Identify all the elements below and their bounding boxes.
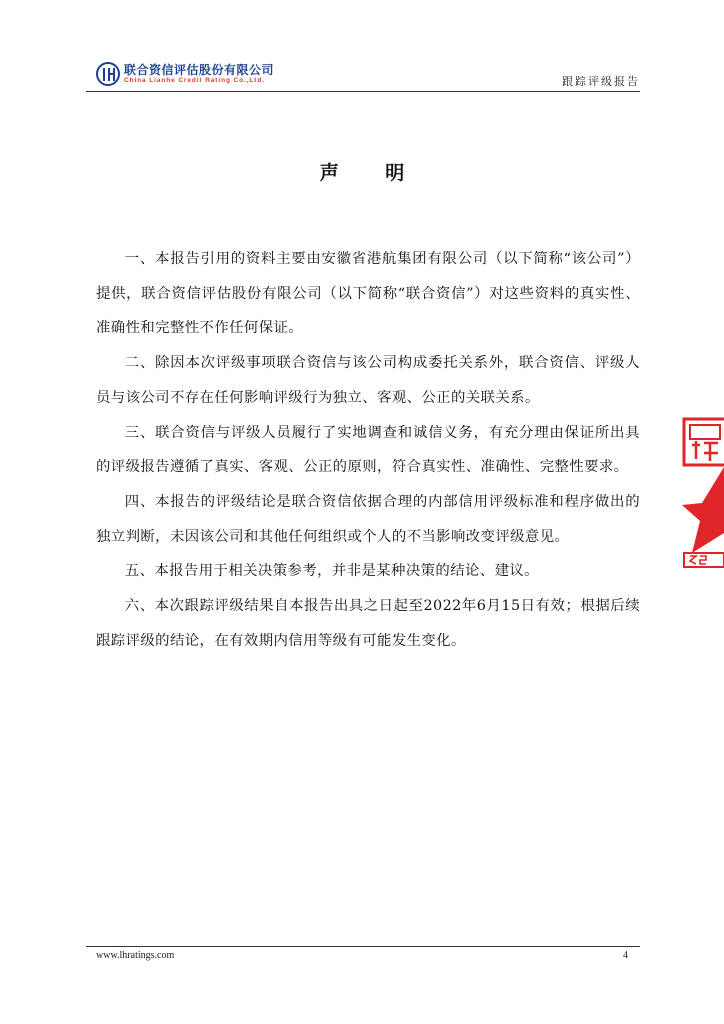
declaration-body	[96, 242, 640, 658]
declaration-paragraph-6: 六、本次跟踪评级结果自本报告出具之日起至2022年6月15日有效；根据后续跟踪评级的结论，在有效期内信用等级有可能发生变化。	[96, 598, 640, 649]
page-number: 4	[623, 950, 628, 961]
declaration-paragraph-4: 四、本报告的评级结论是联合资信依据合理的内部信用评级标准和程序做出的独立判断，未因该公司和其他任何组织或个人的不当影响改变评级意见。	[96, 493, 640, 545]
footer-divider	[86, 946, 640, 947]
declaration-paragraph-1: 一、本报告引用的资料主要由安徽省港航集团有限公司（以下简称“该公司”）提供，联合资信评估股份有限公司（以下简称“联合资信”）对这些资料的真实性、准确性和完整性不作任何保证。	[96, 251, 640, 337]
report-type-label: 跟踪评级报告	[562, 75, 640, 88]
red-seal-stamp-icon	[680, 405, 724, 575]
company-name-cn: 联合资信评估股份有限公司	[124, 63, 275, 77]
declaration-paragraph-5: 五、本报告用于相关决策参考，并非是某种决策的结论、建议。	[124, 563, 539, 580]
header-divider	[86, 91, 640, 92]
declaration-paragraph-2: 二、除因本次评级事项联合资信与该公司构成委托关系外，联合资信、评级人员与该公司不存在任何影响评级行为独立、客观、公正的关联关系。	[96, 355, 640, 406]
company-name-en: China Lianhe Credit Rating Co.,Ltd.	[124, 77, 265, 84]
footer-website: www.lhratings.com	[96, 950, 175, 961]
page-header	[96, 60, 640, 92]
page-title: 声 明	[319, 162, 425, 184]
lianhe-logo-icon	[96, 62, 120, 86]
declaration-paragraph-3: 三、联合资信与评级人员履行了实地调查和诚信义务，有充分理由保证所出具的评级报告遵循了真实、客观、公正的原则，符合真实性、准确性、完整性要求。	[96, 424, 640, 476]
